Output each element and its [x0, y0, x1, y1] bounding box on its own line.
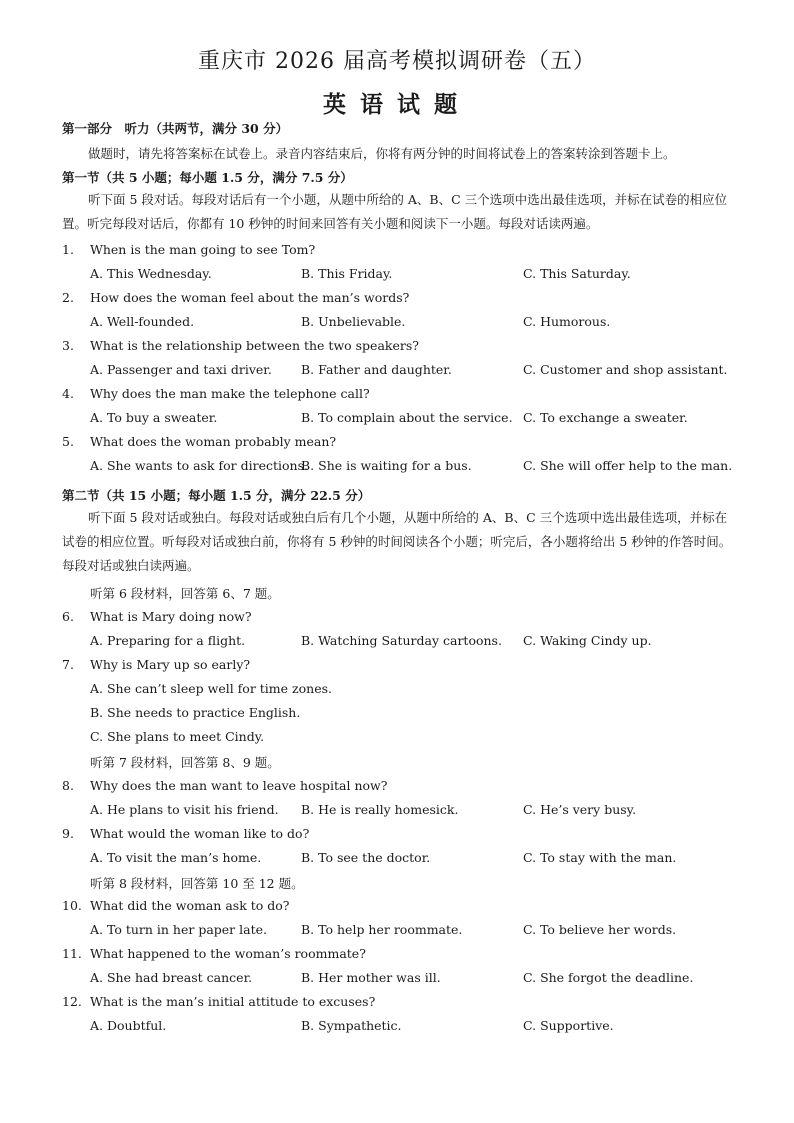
option-a: A. Passenger and taxi driver.: [90, 362, 272, 377]
section1-heading: 第一节（共 5 小题；每小题 1.5 分，满分 7.5 分）: [62, 170, 353, 185]
material-note: 听第 7 段材料，回答第 8、9 题。: [90, 755, 280, 770]
option-c: C. She will offer help to the man.: [523, 458, 733, 473]
option-a: A. To visit the man’s home.: [90, 850, 262, 865]
question-number: 8.: [62, 778, 74, 793]
option-c: C. Waking Cindy up.: [523, 633, 652, 648]
question-text: What did the woman ask to do?: [90, 898, 290, 913]
option-c: C. To believe her words.: [523, 922, 677, 937]
question-text: What happened to the woman’s roommate?: [90, 946, 366, 961]
option-c: C. Supportive.: [523, 1018, 614, 1033]
option-c: C. She plans to meet Cindy.: [90, 729, 265, 744]
section2-instruction: 听下面 5 段对话或独白。每段对话或独白后有几个小题，从题中所给的 A、B、C 三个选项中选出最佳选项，并标在试卷的相应位置。听每段对话或独白前，你将有 5 秒钟的时间阅读各个小题；听完后，各小题将给出 5 秒钟的作答时间。每段对话或独白读两遍。: [62, 510, 732, 573]
option-c: C. He’s very busy.: [523, 802, 637, 817]
option-b: B. Watching Saturday cartoons.: [301, 633, 502, 648]
option-b: B. This Friday.: [301, 266, 393, 281]
option-a: A. To turn in her paper late.: [90, 922, 267, 937]
option-a: A. She can’t sleep well for time zones.: [90, 681, 332, 696]
option-b: B. She needs to practice English.: [90, 705, 301, 720]
question-number: 4.: [62, 386, 74, 401]
question-text: Why does the man make the telephone call?: [90, 386, 370, 401]
option-a: A. He plans to visit his friend.: [90, 802, 279, 817]
question-number: 6.: [62, 609, 74, 624]
option-b: B. To see the doctor.: [301, 850, 431, 865]
question-text: What would the woman like to do?: [90, 826, 310, 841]
option-b: B. Sympathetic.: [301, 1018, 402, 1033]
section1-instruction: 听下面 5 段对话。每段对话后有一个小题，从题中所给的 A、B、C 三个选项中选出最佳选项，并标在试卷的相应位置。听完每段对话后，你都有 10 秒钟的时间来回答有关小题和阅读下一小题。每段对话读两遍。: [62, 192, 728, 231]
option-c: C. This Saturday.: [523, 266, 631, 281]
option-b: B. She is waiting for a bus.: [301, 458, 472, 473]
question-text: How does the woman feel about the man’s words?: [90, 290, 410, 305]
question-number: 12.: [62, 994, 82, 1009]
option-a: A. Doubtful.: [90, 1018, 167, 1033]
option-a: A. To buy a sweater.: [90, 410, 218, 425]
option-b: B. Father and daughter.: [301, 362, 452, 377]
question-number: 10.: [62, 898, 82, 913]
option-c: C. She forgot the deadline.: [523, 970, 694, 985]
part1-heading: 第一部分 听力（共两节，满分 30 分）: [62, 121, 289, 136]
option-a: A. She wants to ask for directions.: [90, 458, 308, 473]
question-text: What is Mary doing now?: [90, 609, 252, 624]
question-number: 3.: [62, 338, 74, 353]
option-b: B. He is really homesick.: [301, 802, 459, 817]
question-number: 2.: [62, 290, 74, 305]
option-c: C. Humorous.: [523, 314, 611, 329]
question-text: Why is Mary up so early?: [90, 657, 251, 672]
question-text: What is the relationship between the two speakers?: [90, 338, 419, 353]
option-b: B. To help her roommate.: [301, 922, 463, 937]
question-number: 5.: [62, 434, 74, 449]
option-b: B. To complain about the service.: [301, 410, 513, 425]
option-b: B. Her mother was ill.: [301, 970, 441, 985]
section2-heading: 第二节（共 15 小题；每小题 1.5 分，满分 22.5 分）: [62, 488, 371, 503]
option-b: B. Unbelievable.: [301, 314, 406, 329]
question-text: When is the man going to see Tom?: [90, 242, 316, 257]
option-c: C. To stay with the man.: [523, 850, 677, 865]
option-c: C. To exchange a sweater.: [523, 410, 688, 425]
exam-title: 重庆市 2026 届高考模拟调研卷（五）: [198, 49, 596, 74]
part1-instruction: 做题时，请先将答案标在试卷上。录音内容结束后，你将有两分钟的时间将试卷上的答案转涂到答题卡上。: [88, 146, 676, 161]
question-text: What does the woman probably mean?: [90, 434, 337, 449]
option-c: C. Customer and shop assistant.: [523, 362, 728, 377]
question-number: 7.: [62, 657, 74, 672]
question-number: 1.: [62, 242, 74, 257]
option-a: A. She had breast cancer.: [90, 970, 253, 985]
question-text: What is the man’s initial attitude to excuses?: [90, 994, 376, 1009]
option-a: A. Well-founded.: [90, 314, 195, 329]
question-text: Why does the man want to leave hospital now?: [90, 778, 388, 793]
option-a: A. Preparing for a flight.: [90, 633, 246, 648]
option-a: A. This Wednesday.: [90, 266, 212, 281]
material-note: 听第 8 段材料，回答第 10 至 12 题。: [90, 876, 304, 891]
question-number: 9.: [62, 826, 74, 841]
material-note: 听第 6 段材料，回答第 6、7 题。: [90, 586, 280, 601]
question-number: 11.: [62, 946, 82, 961]
exam-subtitle: 英语试题: [323, 91, 471, 118]
